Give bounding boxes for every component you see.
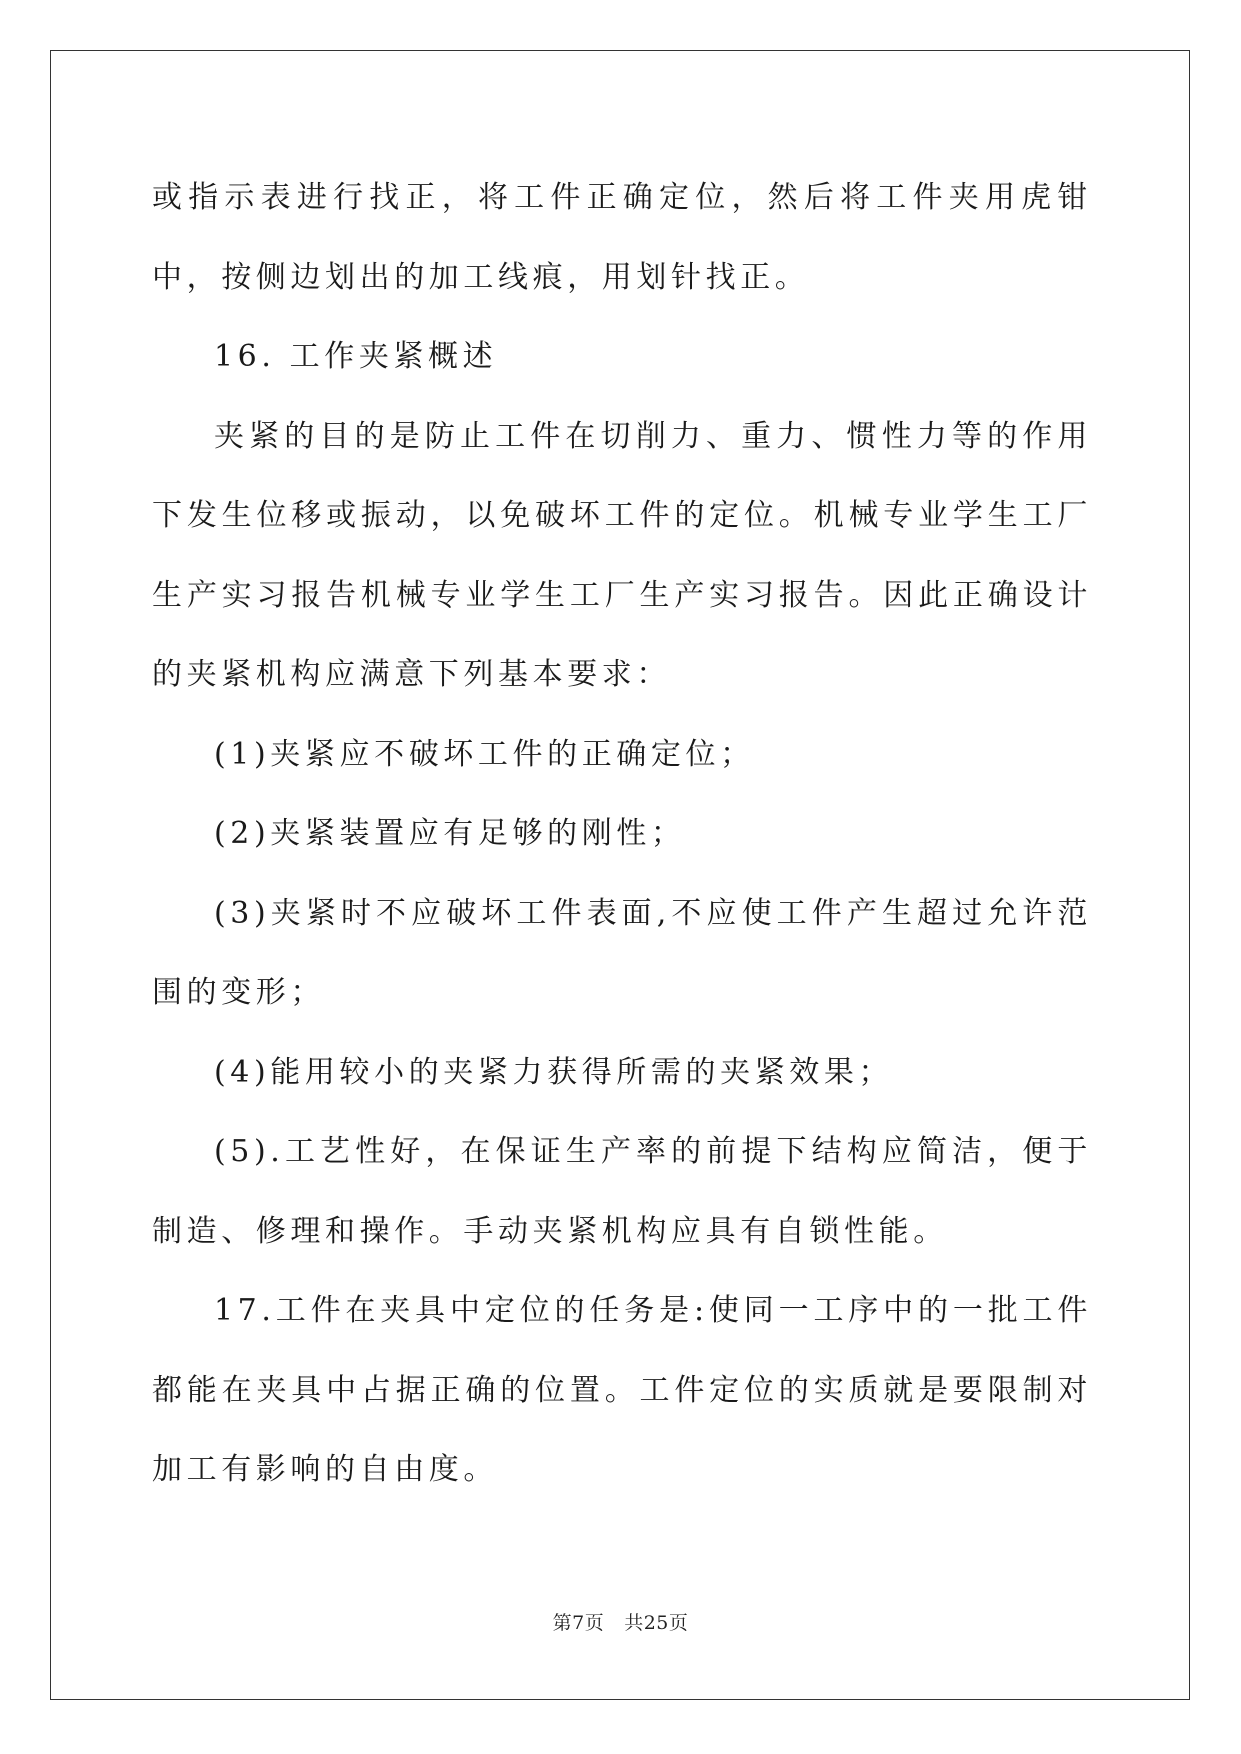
list-item-1: (1)夹紧应不破坏工件的正确定位； [214,736,755,772]
list-item-2: (2)夹紧装置应有足够的刚性； [214,816,686,851]
paragraph-clamping-purpose: 夹紧的目的是防止工件在切削力、重力、惯性力等的作用下发生位移或振动，以免破坏工件的定位。机械专业学生工厂生产实习报告机械专业学生工厂生产实习报告。因此正确设计的夹紧机构应满意下列基本要求： [152,418,1092,692]
current-page-label: 第7页 [552,1612,605,1634]
list-item-5: (5).工艺性好，在保证生产率的前提下结构应简洁，便于制造、修理和操作。手动夹紧机构应具有自锁性能。 [152,1134,1092,1249]
section-17-paragraph: 17.工件在夹具中定位的任务是:使同一工序中的一批工件都能在夹具中占据正确的位置。工件定位的实质就是要限制对加工有影响的自由度。 [152,1293,1092,1487]
section-heading-16: 16. 工作夹紧概述 [214,339,498,374]
list-item-4: (4)能用较小的夹紧力获得所需的夹紧效果； [214,1054,894,1090]
paragraph-continuation: 或指示表进行找正，将工件正确定位，然后将工件夹用虎钳中，按侧边划出的加工线痕，用划针找正。 [152,180,1092,295]
page-footer [0,1608,1241,1635]
list-item-3: (3)夹紧时不应破坏工件表面,不应使工件产生超过允许范围的变形； [152,895,1092,1010]
total-pages-label: 共25页 [624,1612,689,1634]
document-body [152,158,1092,1510]
